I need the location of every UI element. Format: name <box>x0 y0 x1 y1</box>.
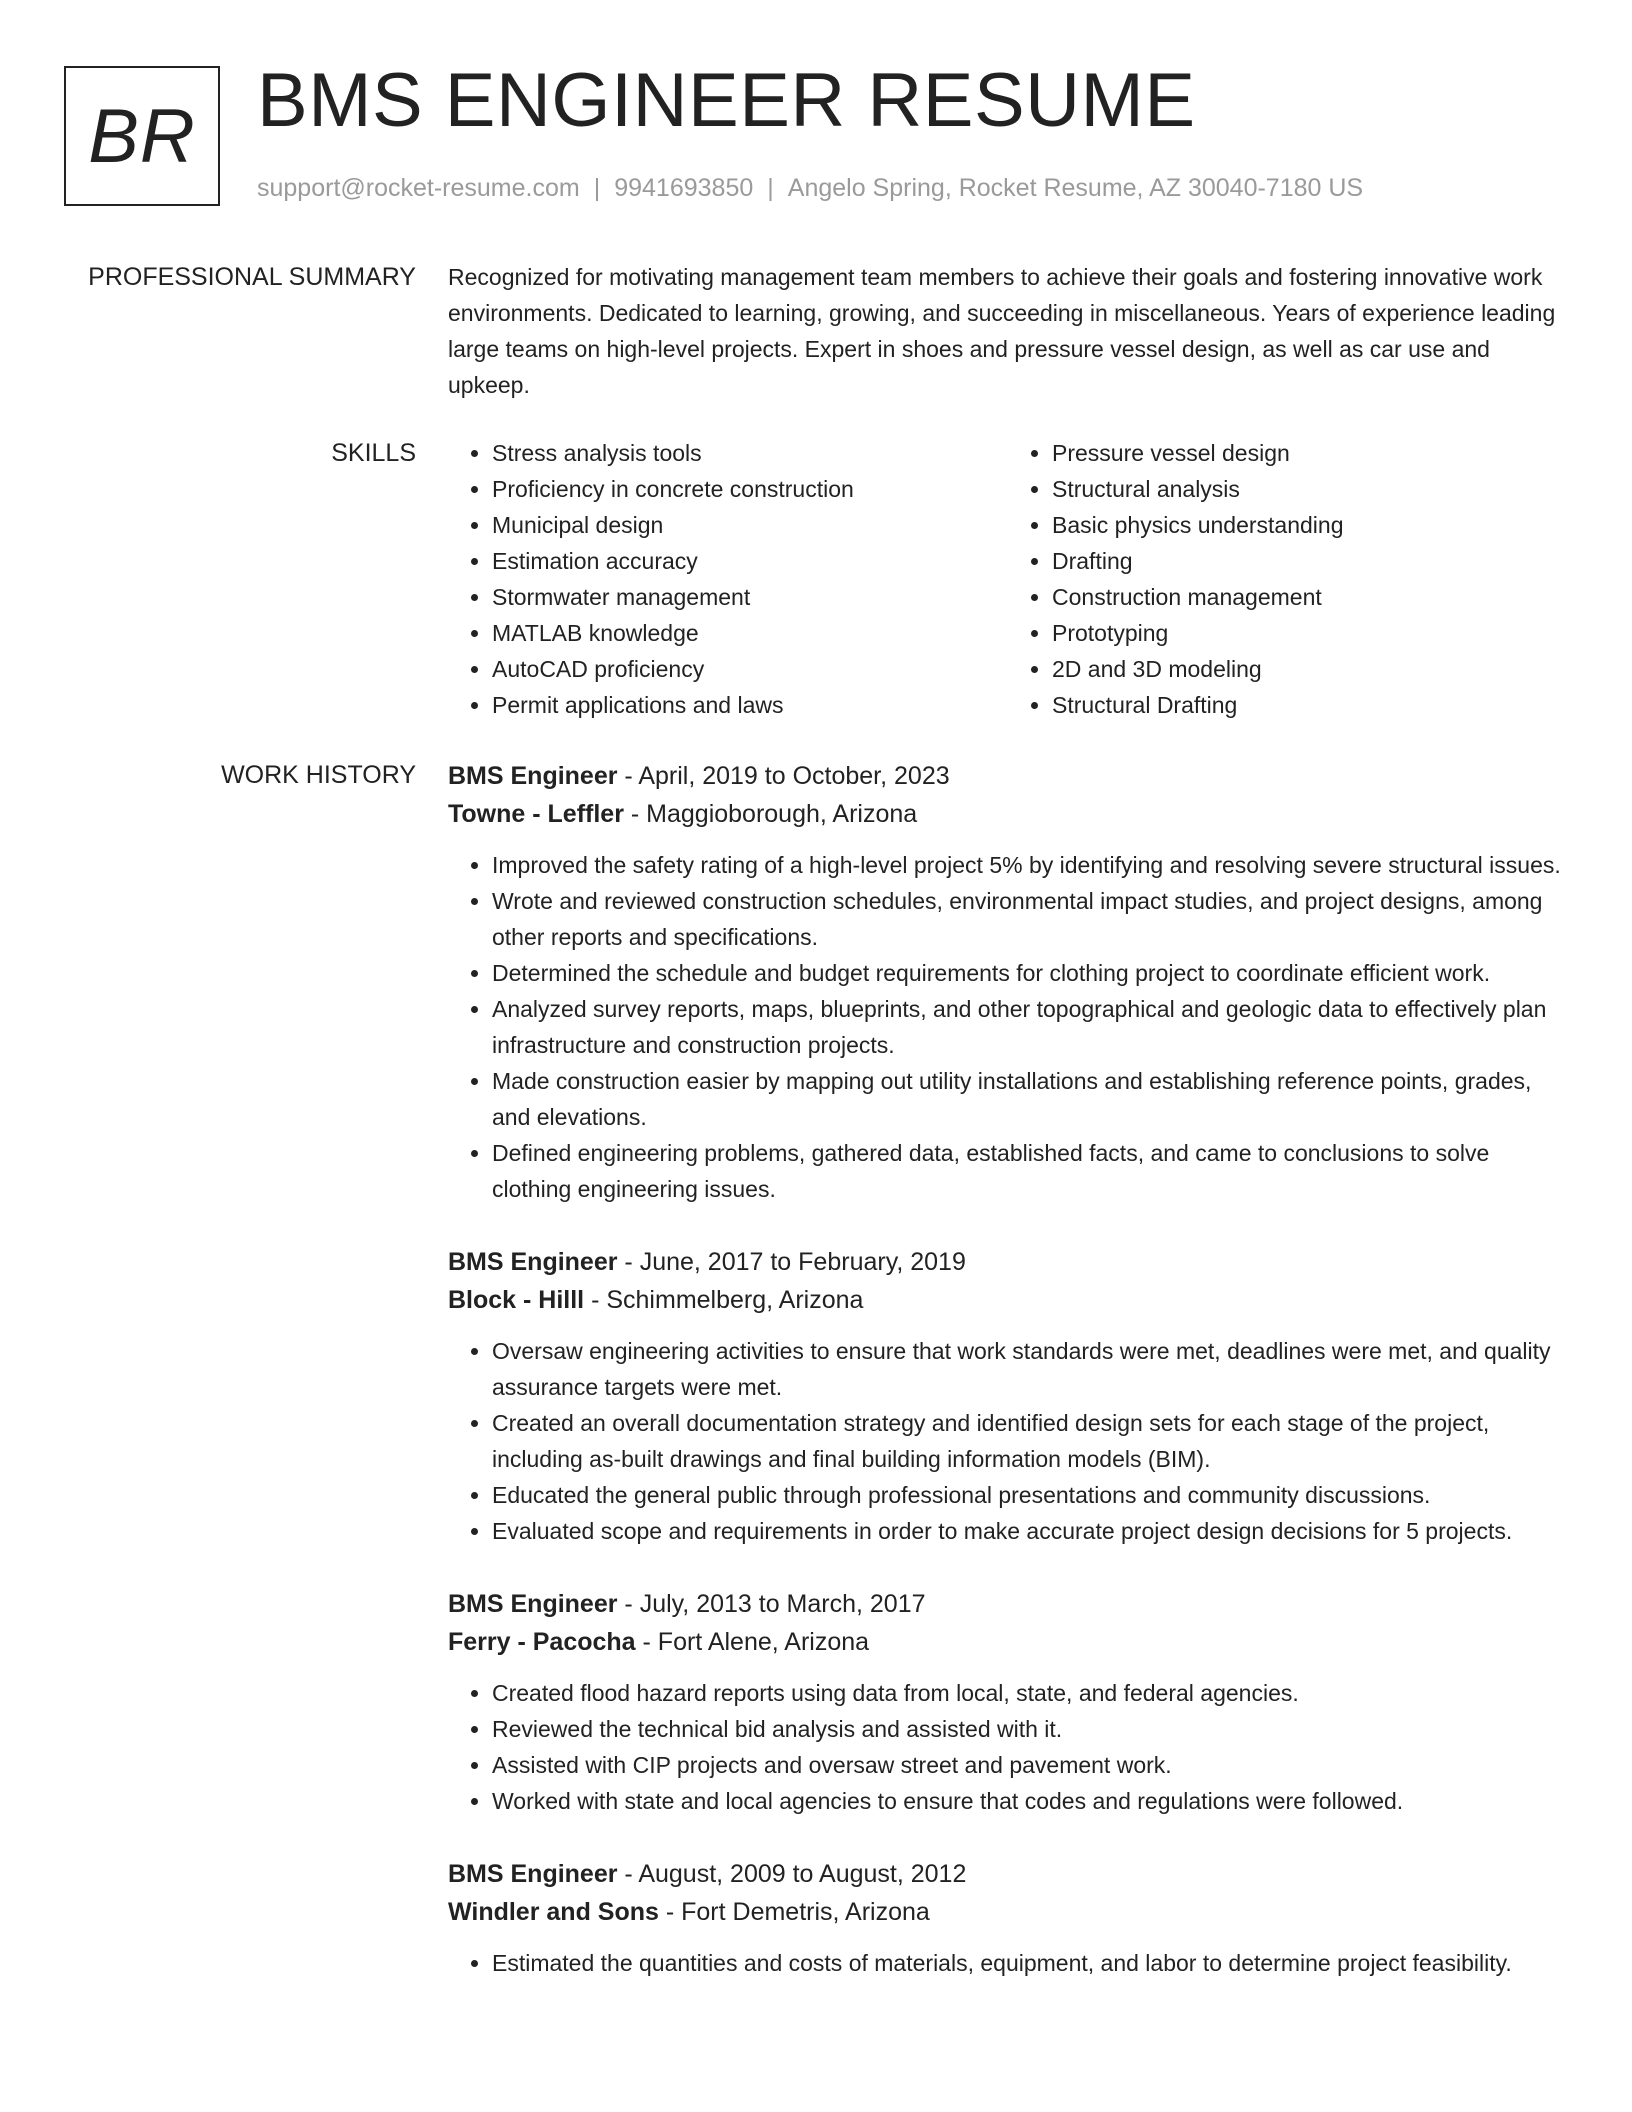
job-entry <box>448 1585 1568 1819</box>
contact-separator: | <box>593 174 601 202</box>
summary-body <box>448 259 1568 403</box>
contact-email: support@rocket-resume.com <box>257 174 580 202</box>
job-company-line <box>448 795 1568 833</box>
skill-item: • Estimation accuracy <box>492 543 1008 579</box>
job-bullet: • Worked with state and local agencies to ensure that codes and regulations were followed. <box>492 1783 1568 1819</box>
job-bullets <box>448 1333 1568 1549</box>
job-bullet: • Created flood hazard reports using data from local, state, and federal agencies. <box>492 1675 1568 1711</box>
job-company: Towne - Leffler <box>448 800 624 828</box>
job-company-line <box>448 1281 1568 1319</box>
job-bullet: • Determined the schedule and budget requirements for clothing project to coordinate efficient work. <box>492 955 1568 991</box>
skills-list-right <box>1008 435 1568 723</box>
job-company-line <box>448 1623 1568 1661</box>
job-bullets <box>448 847 1568 1207</box>
job-dates: - June, 2017 to February, 2019 <box>617 1248 966 1276</box>
job-bullet: • Defined engineering problems, gathered data, established facts, and came to conclusions to solve clothing engineering issues. <box>492 1135 1568 1207</box>
skill-item: • Pressure vessel design <box>1052 435 1568 471</box>
job-location: - Fort Alene, Arizona <box>635 1628 870 1656</box>
job-company: Block - Hilll <box>448 1286 585 1314</box>
summary-text: Recognized for motivating management team members to achieve their goals and fostering innovative work environments. Dedicated to learning, growing, and succeeding in miscellaneous. Years of experience leading large teams on high-level projects. Expert in shoes and pressure vessel design, as well as car use and upkeep. <box>448 264 1556 398</box>
skill-item: • Structural Drafting <box>1052 687 1568 723</box>
skill-item: • Drafting <box>1052 543 1568 579</box>
skill-item: • Construction management <box>1052 579 1568 615</box>
skills-body <box>448 435 1568 723</box>
job-entry <box>448 757 1568 1207</box>
work-body <box>448 757 1568 2017</box>
skill-item: • Structural analysis <box>1052 471 1568 507</box>
job-title: BMS Engineer <box>448 1860 618 1888</box>
skill-item: • 2D and 3D modeling <box>1052 651 1568 687</box>
contact-address: Angelo Spring, Rocket Resume, AZ 30040-7180 US <box>787 174 1364 202</box>
skill-item: • Permit applications and laws <box>492 687 1008 723</box>
contact-phone: 9941693850 <box>614 174 754 202</box>
job-company-line <box>448 1893 1568 1931</box>
skill-item: • Proficiency in concrete construction <box>492 471 1008 507</box>
job-bullet: • Estimated the quantities and costs of materials, equipment, and labor to determine project feasibility. <box>492 1945 1568 1981</box>
job-bullets <box>448 1945 1568 1981</box>
resume-title: BMS ENGINEER RESUME <box>257 58 1196 143</box>
job-dates: - July, 2013 to March, 2017 <box>617 1590 926 1618</box>
job-title: BMS Engineer <box>448 1590 618 1618</box>
job-entry <box>448 1855 1568 1981</box>
job-bullets <box>448 1675 1568 1819</box>
job-company: Ferry - Pacocha <box>448 1628 636 1656</box>
job-title-line <box>448 757 1568 795</box>
skill-item: • Stress analysis tools <box>492 435 1008 471</box>
skills-label: SKILLS <box>331 439 416 467</box>
job-bullet: • Created an overall documentation strategy and identified design sets for each stage of the project, including as-built drawings and final building information models (BIM). <box>492 1405 1568 1477</box>
job-bullet: • Improved the safety rating of a high-level project 5% by identifying and resolving severe structural issues. <box>492 847 1568 883</box>
contact-line <box>257 174 1363 203</box>
skill-item: • Municipal design <box>492 507 1008 543</box>
job-bullet: • Reviewed the technical bid analysis and assisted with it. <box>492 1711 1568 1747</box>
job-title-line <box>448 1585 1568 1623</box>
contact-separator: | <box>767 174 774 202</box>
monogram: BR <box>64 66 220 206</box>
work-label: WORK HISTORY <box>221 761 416 789</box>
job-bullet: • Oversaw engineering activities to ensure that work standards were met, deadlines were met, and quality assurance targets were met. <box>492 1333 1568 1405</box>
summary-label: PROFESSIONAL SUMMARY <box>88 263 416 291</box>
job-title-line <box>448 1243 1568 1281</box>
job-dates: - April, 2019 to October, 2023 <box>617 762 950 790</box>
job-title-line <box>448 1855 1568 1893</box>
job-location: - Schimmelberg, Arizona <box>584 1286 864 1314</box>
job-bullet: • Made construction easier by mapping out utility installations and establishing reference points, grades, and elevations. <box>492 1063 1568 1135</box>
job-title: BMS Engineer <box>448 1248 618 1276</box>
job-entry <box>448 1243 1568 1549</box>
job-bullet: • Analyzed survey reports, maps, blueprints, and other topographical and geologic data to effectively plan infrastructure and construction projects. <box>492 991 1568 1063</box>
job-bullet: • Educated the general public through professional presentations and community discussions. <box>492 1477 1568 1513</box>
job-location: - Fort Demetris, Arizona <box>658 1898 930 1926</box>
skill-item: • AutoCAD proficiency <box>492 651 1008 687</box>
job-location: - Maggioborough, Arizona <box>623 800 918 828</box>
skill-item: • MATLAB knowledge <box>492 615 1008 651</box>
skill-item: • Stormwater management <box>492 579 1008 615</box>
job-bullet: • Assisted with CIP projects and oversaw street and pavement work. <box>492 1747 1568 1783</box>
job-company: Windler and Sons <box>448 1898 659 1926</box>
skill-item: • Basic physics understanding <box>1052 507 1568 543</box>
job-bullet: • Evaluated scope and requirements in order to make accurate project design decisions for 5 projects. <box>492 1513 1568 1549</box>
skills-list-left <box>448 435 1008 723</box>
job-title: BMS Engineer <box>448 762 618 790</box>
job-dates: - August, 2009 to August, 2012 <box>617 1860 967 1888</box>
job-bullet: • Wrote and reviewed construction schedules, environmental impact studies, and project designs, among other reports and specifications. <box>492 883 1568 955</box>
skill-item: • Prototyping <box>1052 615 1568 651</box>
